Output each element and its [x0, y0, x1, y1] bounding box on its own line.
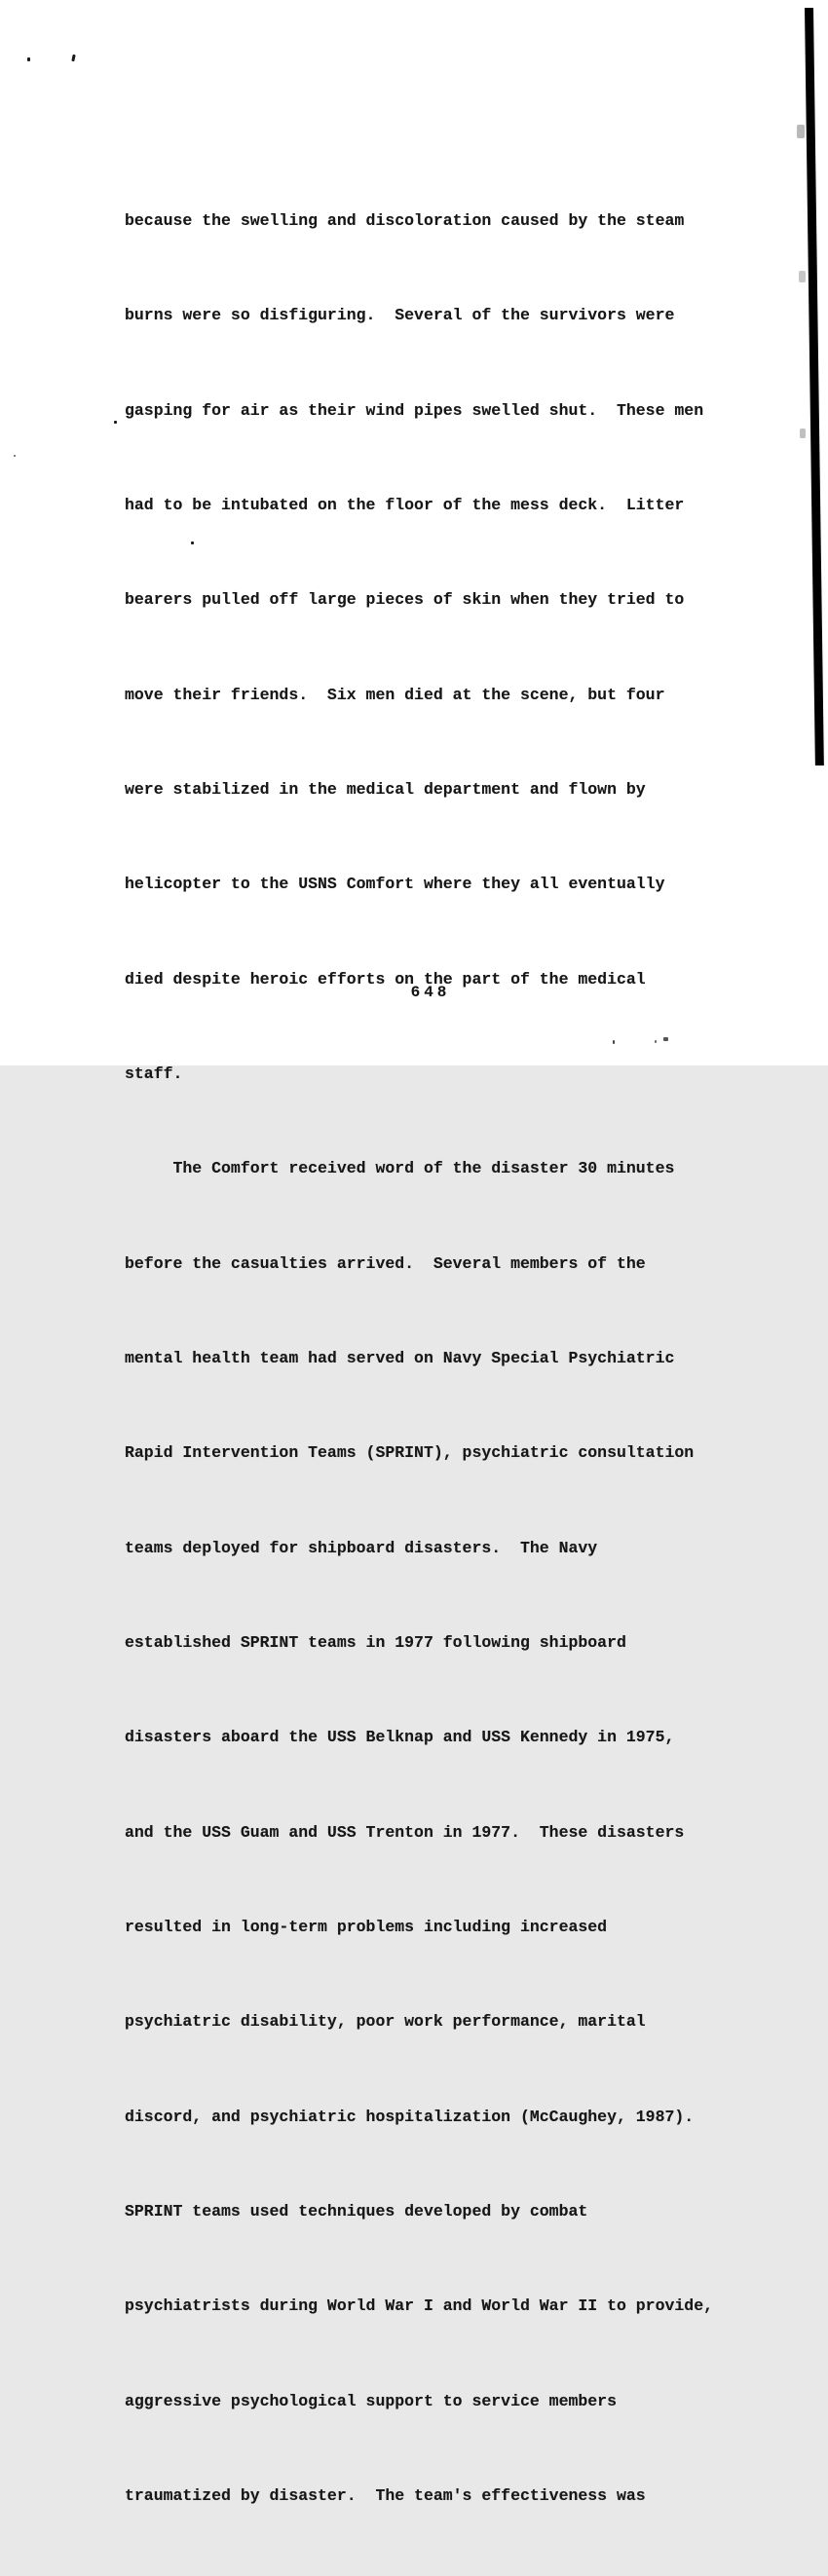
text-line: aggressive psychological support to service members	[125, 2391, 617, 2410]
text-line: traumatized by disaster. The team's effectiveness was	[125, 2486, 646, 2506]
text-line: Rapid Intervention Teams (SPRINT), psychiatric consultation	[125, 1443, 695, 1463]
text-line: bearers pulled off large pieces of skin when they tried to	[125, 590, 685, 610]
text-line: psychiatric disability, poor work performance, marital	[125, 2012, 646, 2032]
text-line: before the casualties arrived. Several members of the	[125, 1253, 646, 1273]
text-line: discord, and psychiatric hospitalization (McCaughey, 1987).	[125, 2107, 695, 2126]
text-line: helicopter to the USNS Comfort where they all eventually	[125, 875, 665, 894]
text-line: had to be intubated on the floor of the mess deck. Litter	[125, 495, 685, 514]
scan-smudge	[797, 125, 805, 138]
text-line: The Comfort received word of the disaster 30 minutes	[125, 1159, 675, 1178]
text-line: teams deployed for shipboard disasters. The Navy	[125, 1538, 598, 1557]
text-line: disasters aboard the USS Belknap and USS Kennedy in 1975,	[125, 1728, 675, 1747]
text-line: established SPRINT teams in 1977 following shipboard	[125, 1633, 626, 1653]
page-number: 648	[410, 984, 451, 1001]
scan-speck	[14, 455, 16, 457]
text-line: were stabilized in the medical department and flown by	[125, 779, 646, 799]
scan-speck	[27, 57, 30, 61]
text-line: mental health team had served on Navy Special Psychiatric	[125, 1349, 675, 1368]
scan-smudge	[800, 429, 806, 438]
body-text	[125, 142, 748, 2576]
scan-speck	[114, 421, 117, 424]
text-line: burns were so disfiguring. Several of the survivors were	[125, 306, 675, 325]
scan-speck	[71, 55, 75, 61]
scan-binding-bar	[805, 8, 824, 765]
text-line: SPRINT teams used techniques developed by combat	[125, 2202, 588, 2221]
text-line: died despite heroic efforts on the part of the medical	[125, 969, 646, 989]
text-line: because the swelling and discoloration caused by the steam	[125, 210, 685, 230]
text-line: and the USS Guam and USS Trenton in 1977. These disasters	[125, 1822, 685, 1842]
scan-smudge	[799, 271, 806, 282]
text-line: psychiatrists during World War I and World War II to provide,	[125, 2296, 713, 2316]
text-line: move their friends. Six men died at the scene, but four	[125, 685, 665, 704]
text-line: staff.	[125, 1064, 183, 1083]
text-line: resulted in long-term problems including increased	[125, 1918, 608, 1937]
text-line: gasping for air as their wind pipes swelled shut. These men	[125, 400, 704, 420]
